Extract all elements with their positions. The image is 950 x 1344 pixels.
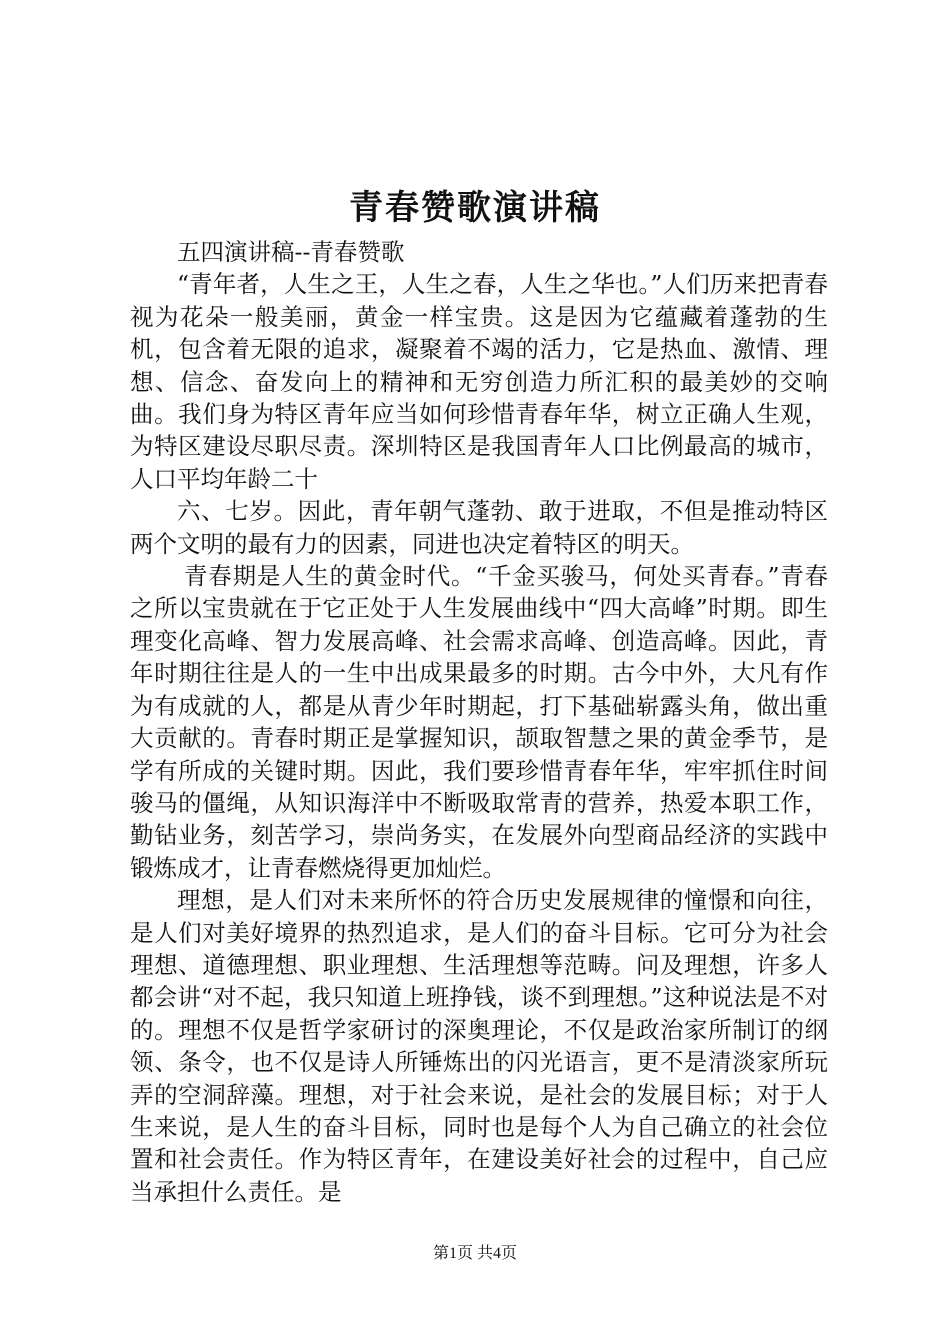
paragraph-2: 六、七岁。因此，青年朝气蓬勃、敢于进取，不但是推动特区两个文明的最有力的因素，同进也决定着特区的明天。 [130, 497, 828, 558]
paragraph-3: 青春期是人生的黄金时代。“千金买骏马，何处买青春。”青春之所以宝贵就在于它正处于人生发展曲线中“四大高峰”时期。即生理变化高峰、智力发展高峰、社会需求高峰、创造高峰。因此，青年时期往往是人的一生中出成果最多的时期。古今中外，大凡有作为有成就的人，都是从青少年时期起，打下基础崭露头角，做出重大贡献的。青春时期正是掌握知识，颉取智慧之果的黄金季节，是学有所成的关键时期。因此，我们要珍惜青春年华，牢牢抓住时间骏马的僵绳，从知识海洋中不断吸取常青的营养，热爱本职工作，勤钻业务，刻苦学习，崇尚务实，在发展外向型商品经济的实践中锻炼成才，让青春燃烧得更加灿烂。 [130, 562, 828, 882]
page-footer: 第1页 共4页 [432, 1245, 517, 1262]
paragraph-1: “青年者，人生之王，人生之春，人生之华也。”人们历来把青春视为花朵一般美丽，黄金一样宝贵。这是因为它蕴藏着蓬勃的生机，包含着无限的追求，凝聚着不竭的活力，它是热血、激情、理想、信念、奋发向上的精神和无穷创造力所汇积的最美妙的交响曲。我们身为特区青年应当如何珍惜青春年华，树立正确人生观，为特区建设尽职尽责。深圳特区是我国青年人口比例最高的城市，人口平均年龄二十 [130, 270, 828, 493]
paragraph-4: 理想，是人们对未来所怀的符合历史发展规律的憧憬和向往，是人们对美好境界的热烈追求，是人们的奋斗目标。它可分为社会理想、道德理想、职业理想、生活理想等范畴。问及理想，许多人都会讲“对不起，我只知道上班挣钱，谈不到理想。”这种说法是不对的。理想不仅是哲学家研讨的深奥理论，不仅是政治家所制订的纲领、条令，也不仅是诗人所锤炼出的闪光语言，更不是清淡家所玩弄的空洞辞藻。理想，对于社会来说，是社会的发展目标；对于人生来说，是人生的奋斗目标，同时也是每个人为自己确立的社会位置和社会责任。作为特区青年，在建设美好社会的过程中，自己应当承担什么责任。是 [130, 886, 828, 1206]
document-title: 青春赞歌演讲稿 [349, 188, 601, 228]
document-body [130, 236, 828, 1208]
paragraph-subtitle: 五四演讲稿--青春赞歌 [177, 238, 405, 266]
